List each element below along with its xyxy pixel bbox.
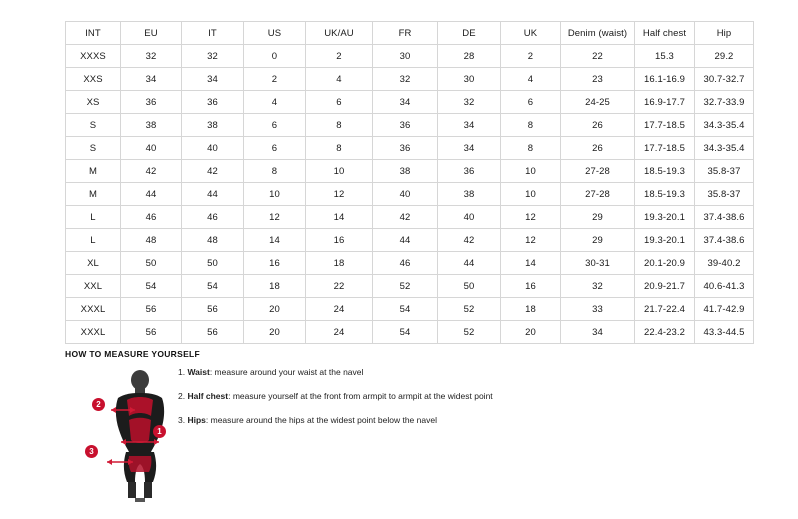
cell-fr: 36	[373, 137, 438, 160]
column-header-de: DE	[438, 22, 501, 45]
cell-fr: 42	[373, 206, 438, 229]
cell-denim-waist: 27-28	[561, 160, 635, 183]
table-row	[66, 298, 754, 321]
cell-eu: 36	[121, 91, 182, 114]
cell-int: XXXL	[66, 321, 121, 344]
table-row	[66, 252, 754, 275]
column-header-hip: Hip	[695, 22, 754, 45]
cell-us: 20	[244, 298, 306, 321]
table-row	[66, 114, 754, 137]
measure-step-2	[178, 390, 598, 402]
cell-half-chest: 19.3-20.1	[635, 229, 695, 252]
cell-hip: 34.3-35.4	[695, 137, 754, 160]
column-header-fr: FR	[373, 22, 438, 45]
cell-uk-au: 6	[306, 91, 373, 114]
cell-denim-waist: 32	[561, 275, 635, 298]
column-header-denim-waist: Denim (waist)	[561, 22, 635, 45]
measure-marker-3: 3	[85, 445, 98, 458]
cell-it: 56	[182, 298, 244, 321]
cell-half-chest: 16.9-17.7	[635, 91, 695, 114]
cell-it: 46	[182, 206, 244, 229]
cell-eu: 54	[121, 275, 182, 298]
cell-half-chest: 16.1-16.9	[635, 68, 695, 91]
measure-marker-2: 2	[92, 398, 105, 411]
cell-half-chest: 18.5-19.3	[635, 160, 695, 183]
step-text-2: : measure yourself at the front from armpit to armpit at the widest point	[228, 391, 493, 401]
cell-int: XXXS	[66, 45, 121, 68]
step-number-2: 2.	[178, 391, 186, 401]
cell-half-chest: 19.3-20.1	[635, 206, 695, 229]
cell-eu: 56	[121, 298, 182, 321]
cell-fr: 54	[373, 321, 438, 344]
cell-us: 20	[244, 321, 306, 344]
cell-fr: 38	[373, 160, 438, 183]
cell-int: S	[66, 137, 121, 160]
cell-us: 16	[244, 252, 306, 275]
cell-hip: 40.6-41.3	[695, 275, 754, 298]
table-row	[66, 275, 754, 298]
cell-int: XXXL	[66, 298, 121, 321]
cell-hip: 35.8-37	[695, 183, 754, 206]
table-body	[66, 45, 754, 344]
table-row	[66, 183, 754, 206]
cell-uk-au: 4	[306, 68, 373, 91]
cell-de: 34	[438, 137, 501, 160]
table-row	[66, 321, 754, 344]
cell-uk-au: 24	[306, 298, 373, 321]
cell-uk-au: 8	[306, 114, 373, 137]
cell-half-chest: 20.1-20.9	[635, 252, 695, 275]
cell-hip: 32.7-33.9	[695, 91, 754, 114]
table-row	[66, 137, 754, 160]
cell-us: 6	[244, 114, 306, 137]
measure-step-3	[178, 414, 598, 426]
cell-uk: 18	[501, 298, 561, 321]
measure-marker-1: 1	[153, 425, 166, 438]
cell-denim-waist: 29	[561, 206, 635, 229]
size-chart-table	[65, 21, 754, 344]
cell-fr: 44	[373, 229, 438, 252]
cell-uk: 16	[501, 275, 561, 298]
cell-hip: 35.8-37	[695, 160, 754, 183]
table-row	[66, 68, 754, 91]
step-text-3: : measure around the hips at the widest point below the navel	[205, 415, 437, 425]
cell-us: 14	[244, 229, 306, 252]
cell-uk-au: 22	[306, 275, 373, 298]
cell-hip: 30.7-32.7	[695, 68, 754, 91]
cell-uk: 8	[501, 114, 561, 137]
cell-hip: 39-40.2	[695, 252, 754, 275]
measure-steps-list	[178, 366, 598, 438]
cell-eu: 32	[121, 45, 182, 68]
cell-us: 10	[244, 183, 306, 206]
cell-eu: 56	[121, 321, 182, 344]
column-header-int: INT	[66, 22, 121, 45]
cell-half-chest: 22.4-23.2	[635, 321, 695, 344]
cell-fr: 32	[373, 68, 438, 91]
cell-us: 4	[244, 91, 306, 114]
cell-uk: 12	[501, 229, 561, 252]
cell-hip: 43.3-44.5	[695, 321, 754, 344]
cell-de: 36	[438, 160, 501, 183]
cell-uk-au: 24	[306, 321, 373, 344]
cell-denim-waist: 29	[561, 229, 635, 252]
cell-int: M	[66, 160, 121, 183]
cell-it: 34	[182, 68, 244, 91]
cell-it: 56	[182, 321, 244, 344]
cell-it: 54	[182, 275, 244, 298]
cell-eu: 44	[121, 183, 182, 206]
cell-de: 30	[438, 68, 501, 91]
cell-fr: 34	[373, 91, 438, 114]
cell-it: 38	[182, 114, 244, 137]
how-to-measure-title: HOW TO MEASURE YOURSELF	[65, 349, 201, 359]
column-header-eu: EU	[121, 22, 182, 45]
cell-fr: 46	[373, 252, 438, 275]
cell-eu: 38	[121, 114, 182, 137]
cell-uk-au: 16	[306, 229, 373, 252]
cell-uk-au: 18	[306, 252, 373, 275]
cell-int: XXL	[66, 275, 121, 298]
cell-denim-waist: 22	[561, 45, 635, 68]
cell-uk: 8	[501, 137, 561, 160]
column-header-half-chest: Half chest	[635, 22, 695, 45]
cell-uk: 10	[501, 160, 561, 183]
cell-de: 32	[438, 91, 501, 114]
cell-us: 0	[244, 45, 306, 68]
cell-us: 8	[244, 160, 306, 183]
cell-denim-waist: 23	[561, 68, 635, 91]
cell-hip: 37.4-38.6	[695, 229, 754, 252]
cell-int: L	[66, 229, 121, 252]
cell-denim-waist: 26	[561, 137, 635, 160]
step-term-1: Waist	[187, 367, 210, 377]
cell-it: 48	[182, 229, 244, 252]
cell-half-chest: 17.7-18.5	[635, 114, 695, 137]
column-header-us: US	[244, 22, 306, 45]
cell-int: M	[66, 183, 121, 206]
cell-uk: 2	[501, 45, 561, 68]
cell-uk-au: 12	[306, 183, 373, 206]
cell-half-chest: 17.7-18.5	[635, 137, 695, 160]
cell-it: 44	[182, 183, 244, 206]
cell-int: XL	[66, 252, 121, 275]
table-row	[66, 160, 754, 183]
table-row	[66, 229, 754, 252]
cell-de: 50	[438, 275, 501, 298]
cell-de: 52	[438, 321, 501, 344]
cell-hip: 34.3-35.4	[695, 114, 754, 137]
step-number-3: 3.	[178, 415, 186, 425]
column-header-uk: UK	[501, 22, 561, 45]
cell-hip: 37.4-38.6	[695, 206, 754, 229]
cell-us: 2	[244, 68, 306, 91]
cell-us: 12	[244, 206, 306, 229]
step-text-1: : measure around your waist at the navel	[209, 367, 364, 377]
cell-it: 36	[182, 91, 244, 114]
cell-denim-waist: 30-31	[561, 252, 635, 275]
cell-half-chest: 15.3	[635, 45, 695, 68]
cell-int: XS	[66, 91, 121, 114]
cell-uk: 14	[501, 252, 561, 275]
cell-it: 50	[182, 252, 244, 275]
cell-denim-waist: 26	[561, 114, 635, 137]
cell-fr: 30	[373, 45, 438, 68]
cell-de: 44	[438, 252, 501, 275]
cell-uk: 6	[501, 91, 561, 114]
cell-fr: 54	[373, 298, 438, 321]
cell-de: 38	[438, 183, 501, 206]
cell-us: 6	[244, 137, 306, 160]
table-row	[66, 206, 754, 229]
step-term-3: Hips	[187, 415, 206, 425]
table-header-row	[66, 22, 754, 45]
cell-denim-waist: 34	[561, 321, 635, 344]
cell-uk-au: 8	[306, 137, 373, 160]
cell-uk: 10	[501, 183, 561, 206]
cell-de: 40	[438, 206, 501, 229]
cell-eu: 48	[121, 229, 182, 252]
measure-step-1	[178, 366, 598, 378]
cell-uk-au: 10	[306, 160, 373, 183]
size-chart-table-container	[65, 21, 745, 344]
cell-uk-au: 14	[306, 206, 373, 229]
cell-denim-waist: 24-25	[561, 91, 635, 114]
cell-uk: 4	[501, 68, 561, 91]
cell-denim-waist: 33	[561, 298, 635, 321]
table-row	[66, 91, 754, 114]
cell-int: XXS	[66, 68, 121, 91]
cell-de: 52	[438, 298, 501, 321]
cell-it: 32	[182, 45, 244, 68]
cell-eu: 42	[121, 160, 182, 183]
cell-eu: 50	[121, 252, 182, 275]
cell-int: L	[66, 206, 121, 229]
cell-half-chest: 20.9-21.7	[635, 275, 695, 298]
cell-fr: 52	[373, 275, 438, 298]
cell-de: 42	[438, 229, 501, 252]
column-header-uk-au: UK/AU	[306, 22, 373, 45]
cell-hip: 29.2	[695, 45, 754, 68]
cell-uk: 20	[501, 321, 561, 344]
cell-it: 40	[182, 137, 244, 160]
step-term-2: Half chest	[187, 391, 229, 401]
table-row	[66, 45, 754, 68]
cell-hip: 41.7-42.9	[695, 298, 754, 321]
cell-denim-waist: 27-28	[561, 183, 635, 206]
cell-de: 28	[438, 45, 501, 68]
step-number-1: 1.	[178, 367, 186, 377]
cell-int: S	[66, 114, 121, 137]
table-header	[66, 22, 754, 45]
column-header-it: IT	[182, 22, 244, 45]
cell-uk: 12	[501, 206, 561, 229]
cell-us: 18	[244, 275, 306, 298]
cell-eu: 40	[121, 137, 182, 160]
cell-uk-au: 2	[306, 45, 373, 68]
cell-half-chest: 21.7-22.4	[635, 298, 695, 321]
cell-fr: 36	[373, 114, 438, 137]
cell-de: 34	[438, 114, 501, 137]
cell-eu: 34	[121, 68, 182, 91]
cell-it: 42	[182, 160, 244, 183]
cell-eu: 46	[121, 206, 182, 229]
cell-fr: 40	[373, 183, 438, 206]
cell-half-chest: 18.5-19.3	[635, 183, 695, 206]
